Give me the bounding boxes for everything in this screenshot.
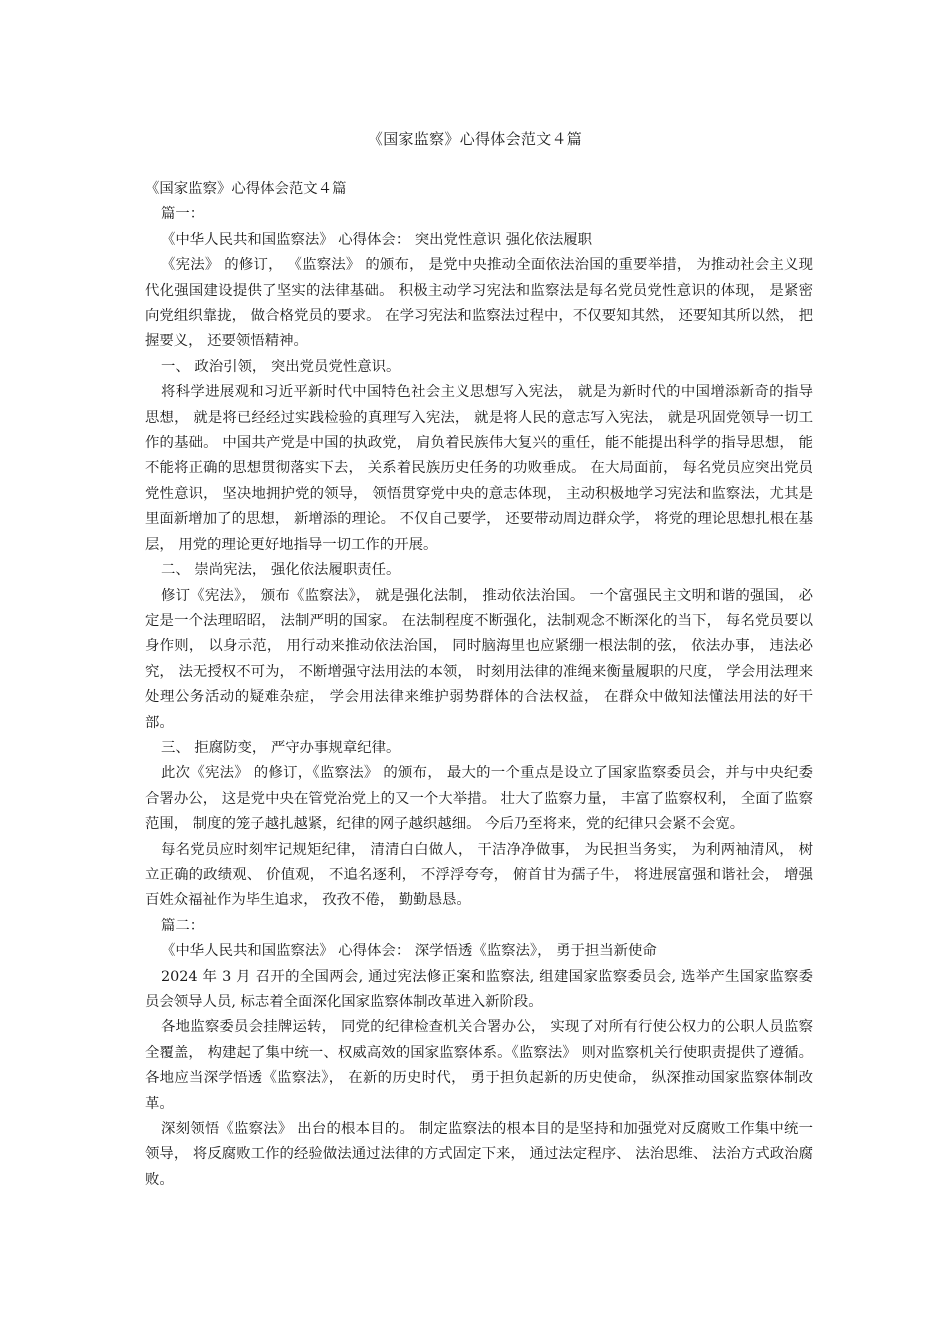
body-paragraph: 修订《宪法》， 颁布《监察法》， 就是强化法制， 推动依法治国。 一个富强民主文明和谐的强国， 必定是一个法理昭昭， 法制严明的国家。 在法制程度不断强化，法制观念不断深化的当下， 每名党员要以身作则， 以身示范， 用行动来推动依法治国， 同时脑海里也应紧绷一根法制的弦， 依法办事， 违法必究， 法无授权不可为， 不断增强守法用法的本领， 时刻用法律的准绳来衡量履职的尺度， 学会用法理来处理公务活动的疑难杂症， 学会用法律来维护弱势群体的合法权益， 在群众中做知法懂法用法的好干部。 xyxy=(145,587,813,731)
body-paragraph: 2024 年 3 月 召开的全国两会, 通过宪法修正案和监察法, 组建国家监察委员会, 选举产生国家监察委员会领导人员, 标志着全面深化国家监察体制改革进入新阶段。 xyxy=(145,968,813,1010)
section-heading-three: 三、 拒腐防变， 严守办事规章纪律。 xyxy=(161,739,401,756)
section-label-part-two: 篇二： xyxy=(161,917,205,934)
body-paragraph: 每名党员应时刻牢记规矩纪律， 清清白白做人， 干洁净净做事， 为民担当务实， 为利两袖清风， 树立正确的政绩观、 价值观， 不追名逐利， 不浮浮夸夸， 俯首甘为孺子牛， 将进展富强和谐社会， 增强百姓众福祉作为毕生追求， 孜孜不倦， 勤勤恳恳。 xyxy=(145,841,813,909)
section-heading-two: 二、 崇尚宪法， 强化依法履职责任。 xyxy=(161,562,401,579)
body-paragraph: 各地监察委员会挂牌运转， 同党的纪律检查机关合署办公， 实现了对所有行使公权力的公职人员监察全覆盖， 构建起了集中统一、权威高效的国家监察体系。《监察法》 则对监察机关行使职责提供了遵循。 各地应当深学悟透《监察法》， 在新的历史时代， 勇于担负起新的历史使命， 纵深推动国家监察体制改革。 xyxy=(145,1019,813,1112)
section-heading-one: 一、 政治引领， 突出党员党性意识。 xyxy=(161,358,401,375)
body-paragraph: 此次《宪法》 的修订，《监察法》 的颁布， 最大的一个重点是设立了国家监察委员会，并与中央纪委合署办公， 这是党中央在管党治党上的又一个大举措。 壮大了监察力量， 丰富了监察权利， 全面了监察范围， 制度的笼子越扎越紧，纪律的网子越织越细。 今后乃至将来，党的纪律只会紧不会宽。 xyxy=(145,765,813,833)
body-paragraph: 将科学进展观和习近平新时代中国特色社会主义思想写入宪法， 就是为新时代的中国增添新奇的指导思想， 就是将已经经过实践检验的真理写入宪法， 就是将人民的意志写入宪法， 就是巩固党领导一切工作的基础。 中国共产党是中国的执政党， 肩负着民族伟大复兴的重任，能不能提出科学的指导思想， 能不能将正确的思想贯彻落实下去， 关系着民族历史任务的功败垂成。 在大局面前， 每名党员应突出党员党性意识， 坚决地拥护党的领导， 领悟贯穿党中央的意志体现， 主动积极地学习宪法和监察法，尤其是里面新增加了的思想， 新增添的理论。 不仅自己要学， 还要带动周边群众学， 将党的理论思想扎根在基层， 用党的理论更好地指导一切工作的开展。 xyxy=(145,384,813,553)
document-body xyxy=(145,177,813,1193)
essay-title-part-two: 《中华人民共和国监察法》 心得体会： 深学悟透《监察法》， 勇于担当新使命 xyxy=(161,943,657,960)
article-heading: 《国家监察》心得体会范文４篇 xyxy=(145,181,347,197)
body-paragraph: 《宪法》 的修订， 《监察法》 的颁布， 是党中央推动全面依法治国的重要举措， 为推动社会主义现代化强国建设提供了坚实的法律基础。 积极主动学习宪法和监察法是每名党员党性意识的体现， 是紧密向党组织靠拢， 做合格党员的要求。 在学习宪法和监察法过程中，不仅要知其然， 还要知其所以然， 把握要义， 还要领悟精神。 xyxy=(145,257,813,350)
document-title: 《国家监察》心得体会范文４篇 xyxy=(367,130,583,148)
section-label-part-one: 篇一： xyxy=(161,206,205,223)
body-paragraph: 深刻领悟《监察法》 出台的根本目的。 制定监察法的根本目的是坚持和加强党对反腐败工作集中统一领导， 将反腐败工作的经验做法通过法律的方式固定下来， 通过法定程序、 法治思维、 法治方式政治腐败。 xyxy=(145,1121,813,1188)
essay-title-part-one: 《中华人民共和国监察法》 心得体会： 突出党性意识 强化依法履职 xyxy=(161,231,593,248)
